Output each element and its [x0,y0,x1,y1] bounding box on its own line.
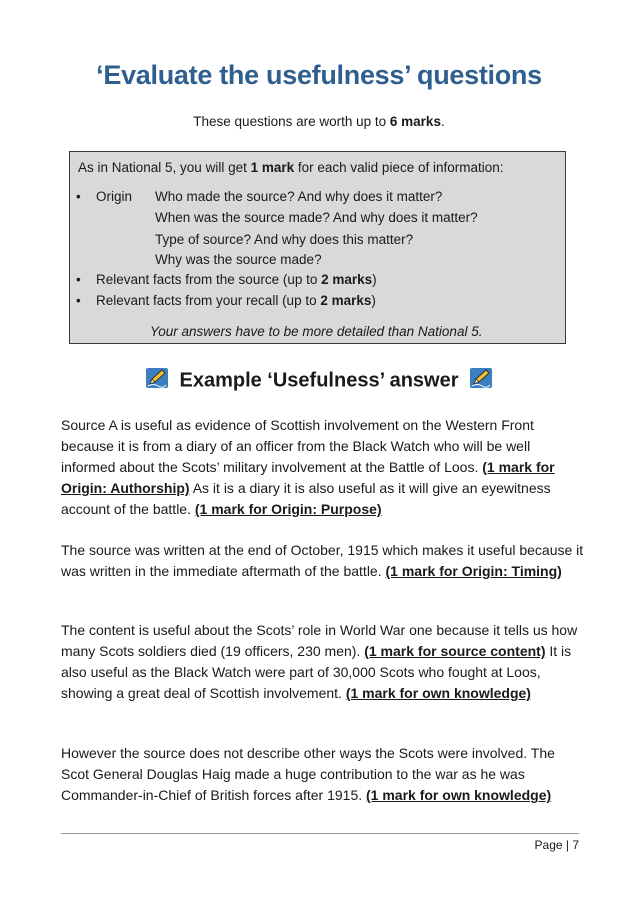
paragraph-text: As it is a diary it is also useful as it will give an eyewitness account of the battle. [61,480,551,517]
paragraph-text: However the source does not describe other ways the Scots were involved. The Scot General Douglas Haig made a huge contribution to the war as he was Commander-in-Chief of British forces after 1915. [61,745,555,803]
origin-label: Origin [96,189,133,204]
info-box [69,151,566,344]
answer-paragraph [61,620,586,704]
facts-recall-suffix: ) [371,293,376,308]
mark-annotation: (1 mark for Origin: Purpose) [194,501,382,517]
facts-recall-bold: 2 marks [320,293,372,308]
example-heading-text: Example ‘Usefulness’ answer [179,369,459,392]
mark-annotation: (1 mark for source content) [364,643,546,659]
paragraph-text: It is also useful as the Black Watch were part of 30,000 Scots who fought at Loos, showing a great deal of Scottish involvement. [61,643,572,701]
facts-recall-prefix: Relevant facts from your recall (up to [96,293,321,308]
bullet-marker: • [76,272,81,287]
footer-divider [61,833,579,834]
mark-annotation: (1 mark for Origin: Timing) [385,563,562,579]
facts-source-suffix: ) [372,272,377,287]
answer-paragraph [61,540,586,582]
paragraph-text: Source A is useful as evidence of Scottish involvement on the Western Front because it is from a diary of an officer from the Black Watch who will be well informed about the Scots’ military involvement at the Battle of Loos. [61,417,534,475]
subtitle-prefix: These questions are worth up to [193,114,390,129]
subtitle [0,114,638,129]
facts-source-bold: 2 marks [321,272,373,287]
example-heading [0,367,638,395]
box-intro [78,160,504,175]
page-title: ‘Evaluate the usefulness’ questions [96,60,542,90]
origin-question: Type of source? And why does this matter? [155,232,414,247]
box-intro-prefix: As in National 5, you will get [78,160,251,175]
mark-annotation: (1 mark for own knowledge) [345,685,531,701]
origin-question: Why was the source made? [155,252,322,267]
answer-paragraph [61,743,586,806]
origin-question: Who made the source? And why does it matter? [155,189,443,204]
answer-paragraph [61,415,586,520]
bullet-marker: • [76,189,81,204]
mark-annotation: (1 mark for Origin: Authorship) [61,459,555,496]
page-number: Page | 7 [534,838,579,852]
box-note: Your answers have to be more detailed than National 5. [150,324,483,339]
pencil-icon [145,367,169,395]
subtitle-marks: 6 marks [389,114,441,129]
pencil-icon [469,367,493,395]
bullet-marker: • [76,293,81,308]
box-intro-suffix: for each valid piece of information: [294,160,504,175]
mark-annotation: (1 mark for own knowledge) [366,787,552,803]
subtitle-suffix: . [440,114,445,129]
facts-source-prefix: Relevant facts from the source (up to [96,272,322,287]
paragraph-text: The source was written at the end of October, 1915 which makes it useful because it was written in the immediate aftermath of the battle. [61,542,584,579]
paragraph-text: The content is useful about the Scots’ role in World War one because it tells us how many Scots soldiers died (19 officers, 230 men). [61,622,578,659]
facts-source-text [96,272,377,287]
facts-recall-text [96,293,376,308]
box-intro-bold: 1 mark [250,160,295,175]
origin-question: When was the source made? And why does it matter? [155,210,478,225]
